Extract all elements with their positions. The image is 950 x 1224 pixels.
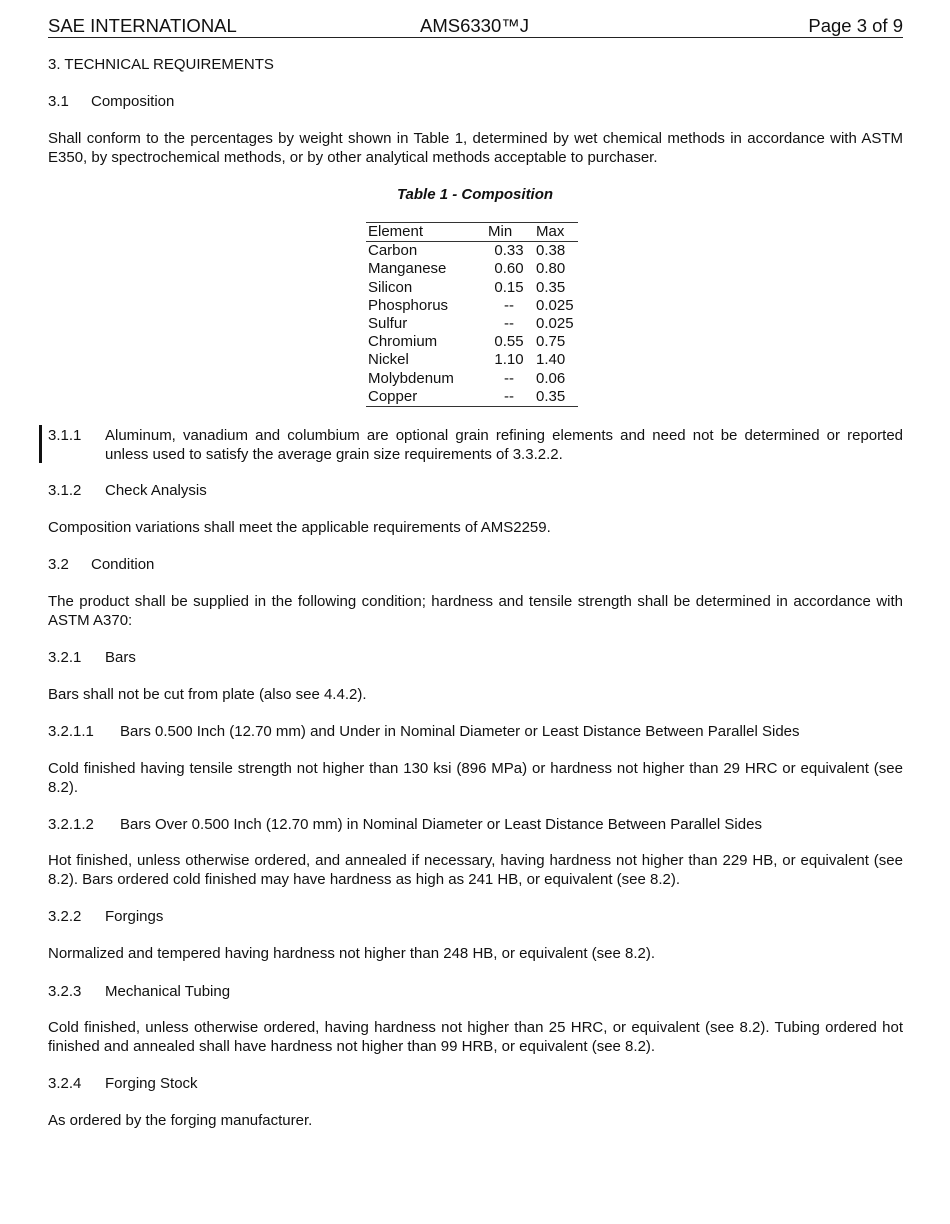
section-3-2-1-heading xyxy=(48,649,136,667)
table-row xyxy=(366,333,578,351)
section-3-2-heading xyxy=(48,556,154,574)
min-cell: 0.60 xyxy=(494,260,524,278)
table-row xyxy=(366,351,578,369)
section-3-2-1-1-heading xyxy=(48,723,800,741)
section-3-1-text: Shall conform to the percentages by weight shown in Table 1, determined by wet chemical methods in accordance with ASTM E350, by spectrochemical methods, or by other analytical methods acceptable to purchaser. xyxy=(48,130,903,166)
header-page-number: Page 3 of 9 xyxy=(808,15,903,36)
max-cell: 0.025 xyxy=(536,296,574,314)
revision-change-bar xyxy=(39,425,42,463)
header-org: SAE INTERNATIONAL xyxy=(48,15,237,36)
section-3-2-1-text: Bars shall not be cut from plate (also see 4.4.2). xyxy=(48,686,367,703)
element-cell: Copper xyxy=(368,387,418,405)
table-row xyxy=(366,370,578,388)
section-3-2-1-2-heading xyxy=(48,816,762,834)
table-header-row xyxy=(366,223,578,242)
min-cell: -- xyxy=(504,296,514,314)
section-3-1-heading xyxy=(48,93,174,111)
section-3-2-4-heading xyxy=(48,1075,198,1093)
section-number: 3.2.1.2 xyxy=(48,816,94,833)
min-cell: 0.15 xyxy=(494,278,524,296)
element-cell: Silicon xyxy=(368,278,413,296)
min-cell: 1.10 xyxy=(494,351,524,369)
max-cell: 0.80 xyxy=(536,260,566,278)
min-cell: -- xyxy=(504,315,514,333)
table-row xyxy=(366,242,578,261)
table-row xyxy=(366,297,578,315)
min-cell: -- xyxy=(504,387,514,405)
element-cell: Chromium xyxy=(368,333,438,351)
section-number: 3.2.3 xyxy=(48,983,82,1000)
element-cell: Manganese xyxy=(368,260,447,278)
section-3-1-2-text: Composition variations shall meet the applicable requirements of AMS2259. xyxy=(48,519,551,536)
section-title: Mechanical Tubing xyxy=(105,983,231,1000)
section-number: 3.2.1 xyxy=(48,649,82,666)
element-cell: Carbon xyxy=(368,242,418,260)
section-title: Bars Over 0.500 Inch (12.70 mm) in Nominal Diameter or Least Distance Between Parallel Sides xyxy=(120,816,762,833)
section-title: Condition xyxy=(91,556,155,573)
section-3-2-2-text: Normalized and tempered having hardness not higher than 248 HB, or equivalent (see 8.2). xyxy=(48,945,656,962)
max-cell: 0.35 xyxy=(536,387,566,405)
section-number: 3.2.1.1 xyxy=(48,723,94,740)
composition-table xyxy=(366,222,578,407)
max-cell: 0.025 xyxy=(536,315,574,333)
section-3-2-1-2-text: Hot finished, unless otherwise ordered, and annealed if necessary, having hardness not higher than 229 HB, or equivalent (see 8.2). Bars ordered cold finished may have hardness as high as 241 HB, or equivalent (see 8.2). xyxy=(48,852,903,888)
section-number: 3.2 xyxy=(48,556,69,573)
section-title: Bars 0.500 Inch (12.70 mm) and Under in Nominal Diameter or Least Distance Between Parallel Sides xyxy=(120,723,800,740)
section-number: 3.2.4 xyxy=(48,1075,82,1092)
min-cell: 0.33 xyxy=(494,242,524,260)
section-title: Forgings xyxy=(105,908,164,925)
min-cell: 0.55 xyxy=(494,333,524,351)
section-3-1-1-text: Aluminum, vanadium and columbium are optional grain refining elements and need not be determined or reported unless used to satisfy the average grain size requirements of 3.3.2.2. xyxy=(105,427,903,463)
column-header: Max xyxy=(536,223,565,240)
max-cell: 0.38 xyxy=(536,242,566,260)
section-title: Check Analysis xyxy=(105,482,207,499)
section-3-2-1-1-text: Cold finished having tensile strength not higher than 130 ksi (896 MPa) or hardness not higher than 29 HRC or equivalent (see 8.2). xyxy=(48,760,903,796)
table-title: Table 1 - Composition xyxy=(396,186,554,203)
table-row xyxy=(366,260,578,278)
section-3-2-4-text: As ordered by the forging manufacturer. xyxy=(48,1112,313,1129)
table-row xyxy=(366,279,578,297)
section-number: 3.1.2 xyxy=(48,482,82,499)
section-3-2-3-text: Cold finished, unless otherwise ordered, having hardness not higher than 25 HRC, or equivalent (see 8.2). Tubing ordered hot finished and annealed shall have hardness not higher than 99 HRB, or equivalent (see 8.2). xyxy=(48,1019,903,1055)
section-3-2-text: The product shall be supplied in the following condition; hardness and tensile strength shall be determined in accordance with ASTM A370: xyxy=(48,593,903,629)
section-number: 3.2.2 xyxy=(48,908,82,925)
element-cell: Nickel xyxy=(368,351,409,369)
section-3-1-2-heading xyxy=(48,482,207,500)
element-cell: Molybdenum xyxy=(368,369,454,387)
max-cell: 1.40 xyxy=(536,351,566,369)
min-cell: -- xyxy=(504,369,514,387)
section-title: Forging Stock xyxy=(105,1075,198,1092)
table-row xyxy=(366,388,578,407)
max-cell: 0.75 xyxy=(536,333,566,351)
element-cell: Phosphorus xyxy=(368,296,449,314)
column-header: Min xyxy=(488,223,513,240)
section-title: Composition xyxy=(91,93,175,110)
column-header: Element xyxy=(368,223,424,240)
max-cell: 0.35 xyxy=(536,278,566,296)
section-number: 3.1 xyxy=(48,93,69,110)
section-3-heading: 3. TECHNICAL REQUIREMENTS xyxy=(48,56,274,73)
max-cell: 0.06 xyxy=(536,369,566,387)
section-3-2-3-heading xyxy=(48,983,230,1001)
element-cell: Sulfur xyxy=(368,315,408,333)
section-title: Bars xyxy=(105,649,136,666)
section-3-2-2-heading xyxy=(48,908,163,926)
page-header xyxy=(48,15,903,38)
table-row xyxy=(366,315,578,333)
section-number: 3.1.1 xyxy=(48,427,82,444)
header-doc-id: AMS6330™J xyxy=(420,15,529,36)
